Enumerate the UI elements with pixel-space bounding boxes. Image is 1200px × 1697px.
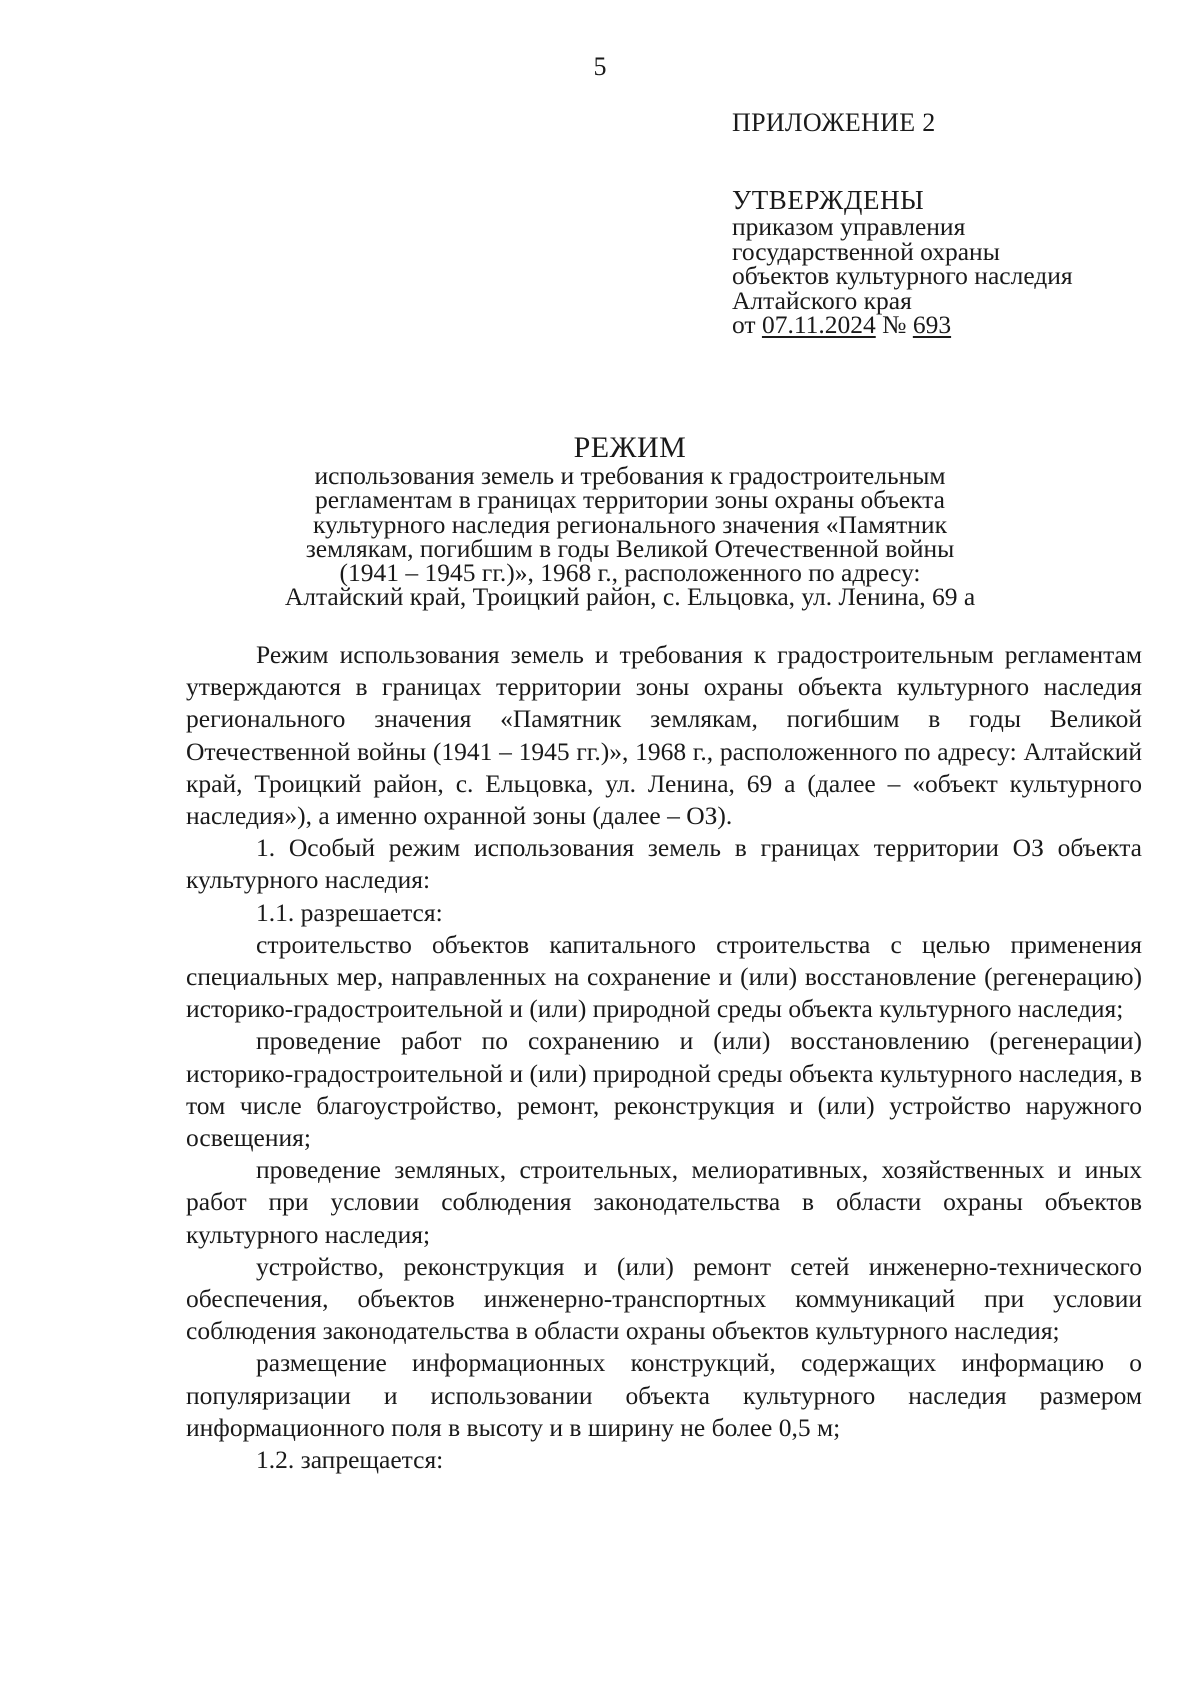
document-heading: [180, 432, 1080, 610]
order-date: 07.11.2024: [761, 310, 876, 339]
issuer-line: объектов культурного наследия: [732, 261, 1073, 290]
allowed-item: строительство объектов капитального строительства с целью применения специальных мер, направленных на сохранение и (или) восстановление (регенерацию) историко-градостроительной и (или) природной среды объекта культурного наследия;: [186, 929, 1142, 1024]
issuer-line: Алтайского края: [732, 285, 912, 315]
subsection-allowed: 1.1. разрешается:: [256, 897, 443, 927]
number-sign: №: [882, 310, 907, 339]
allowed-item: проведение работ по сохранению и (или) восстановлению (регенерации) историко-градостроительной и (или) природной среды объекта культурного наследия, в том числе благоустройство, ремонт, реконструкция и (или) устройство наружного освещения;: [186, 1026, 1142, 1153]
order-date-line: [732, 310, 1162, 339]
appendix-label: ПРИЛОЖЕНИЕ 2: [732, 108, 936, 137]
issuer-line: государственной охраны: [732, 236, 1000, 266]
issuer-line: приказом управления: [732, 212, 966, 241]
allowed-item: проведение земляных, строительных, мелиоративных, хозяйственных и иных работ при условии соблюдения законодательства в области охраны объектов культурного наследия;: [186, 1155, 1142, 1249]
intro-paragraph: Режим использования земель и требования к градостроительным регламентам утверждаются в границах территории зоны охраны объекта культурного наследия регионального значения «Памятник землякам, погибшим в годы Великой Отечественной войны (1941 – 1945 гг.)», 1968 г., расположенного по адресу: Алтайский край, Троицкий район, с. Ельцовка, ул. Ленина, 69 а (далее – «объект культурного наследия»), а именно охранной зоны (далее – ОЗ).: [186, 640, 1142, 831]
subtitle-line: культурного наследия регионального значения «Памятник: [313, 509, 947, 539]
subtitle-line: Алтайский край, Троицкий район, с. Ельцовка, ул. Ленина, 69 а: [284, 582, 976, 612]
document-title: РЕЖИМ: [573, 431, 687, 464]
page-number: 5: [593, 52, 607, 81]
subtitle-line: регламентам в границах территории зоны охраны объекта: [315, 485, 945, 515]
approved-label: УТВЕРЖДЕНЫ: [732, 185, 925, 215]
date-prefix: от: [732, 310, 756, 339]
subtitle-line: землякам, погибшим в годы Великой Отечественной войны: [305, 533, 955, 563]
document-body: [186, 639, 1142, 1476]
approval-block: [732, 108, 1162, 338]
allowed-item: устройство, реконструкция и (или) ремонт сетей инженерно-технического обеспечения, объектов инженерно-транспортных коммуникаций при условии соблюдения законодательства в области охраны объектов культурного наследия;: [186, 1251, 1142, 1346]
subtitle-line: использования земель и требования к градостроительным: [314, 461, 946, 490]
subtitle-line: (1941 – 1945 гг.)», 1968 г., расположенного по адресу:: [339, 558, 921, 588]
order-number: 693: [912, 310, 952, 339]
subsection-forbidden: 1.2. запрещается:: [256, 1445, 444, 1475]
section-heading: 1. Особый режим использования земель в границах территории ОЗ объекта культурного наследия:: [186, 833, 1142, 895]
allowed-item: размещение информационных конструкций, содержащих информацию о популяризации и использовании объекта культурного наследия размером информационного поля в высоту и в ширину не более 0,5 м;: [186, 1348, 1142, 1442]
